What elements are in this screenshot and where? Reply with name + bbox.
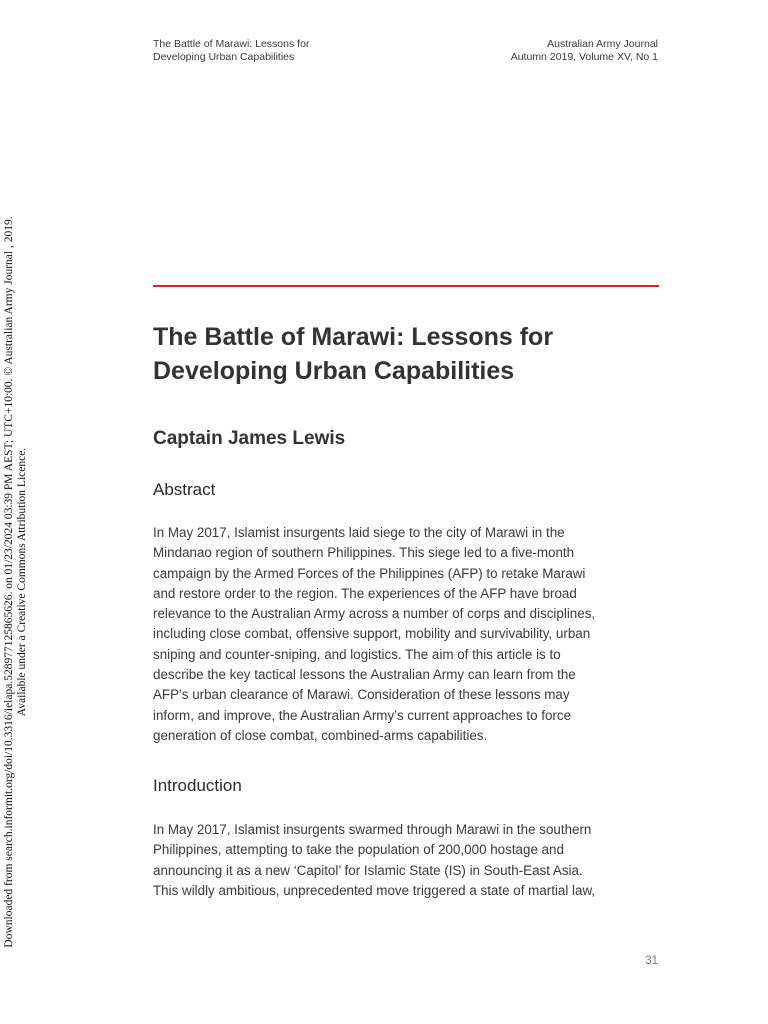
abstract-line: describe the key tactical lessons the Australian Army can learn from the: [153, 667, 576, 683]
licence-stamp-line: Available under a Creative Commons Attribution Licence.: [16, 447, 28, 717]
introduction-line: announcing it as a new ‘Capitol’ for Islamic State (IS) in South-East Asia.: [153, 862, 583, 878]
abstract-line: Mindanao region of southern Philippines. This siege led to a five-month: [153, 545, 575, 561]
page-number: 31: [645, 955, 658, 967]
journal-name: Australian Army Journal: [547, 38, 658, 50]
introduction-line: Philippines, attempting to take the population of 200,000 hostage and: [153, 842, 564, 858]
introduction-body: [153, 820, 659, 901]
abstract-body: [153, 523, 659, 746]
article-title: [153, 320, 659, 388]
abstract-line: and restore order to the region. The experiences of the AFP have broad: [153, 585, 577, 601]
download-stamp-line: Downloaded from search.informit.org/doi/10.3316/ielapa.528977125865626. on 01/23/2024 03:39 PM AEST; UTC+10:00. © Australian Army Journal , 2019.: [3, 216, 15, 948]
running-header-left-line: The Battle of Marawi: Lessons for: [153, 38, 310, 50]
abstract-line: In May 2017, Islamist insurgents laid siege to the city of Marawi in the: [153, 525, 565, 540]
abstract-heading: Abstract: [153, 480, 216, 499]
title-rule-divider: [153, 285, 659, 287]
introduction-line: This wildly ambitious, unprecedented move triggered a state of martial law,: [153, 882, 596, 898]
introduction-line: In May 2017, Islamist insurgents swarmed through Marawi in the southern: [153, 822, 592, 837]
journal-issue: Autumn 2019, Volume XV, No 1: [510, 51, 658, 63]
introduction-heading: Introduction: [153, 776, 242, 795]
article-title-line: Developing Urban Capabilities: [153, 357, 515, 385]
download-stamp: [0, 0, 32, 1024]
running-header-left-line: Developing Urban Capabilities: [153, 51, 295, 63]
running-header-right: [511, 38, 658, 64]
abstract-line: inform, and improve, the Australian Army’s current approaches to force: [153, 707, 572, 723]
abstract-line: relevance to the Australian Army across a number of corps and disciplines,: [153, 606, 596, 622]
article-author: Captain James Lewis: [153, 428, 346, 449]
abstract-line: sniping and counter-sniping, and logistics. The aim of this article is to: [153, 646, 561, 662]
running-header-left: [153, 38, 309, 64]
article-title-line: The Battle of Marawi: Lessons for: [153, 323, 554, 351]
download-stamp-text: [3, 202, 29, 962]
abstract-line: generation of close combat, combined-arms capabilities.: [153, 727, 488, 743]
abstract-line: campaign by the Armed Forces of the Philippines (AFP) to retake Marawi: [153, 565, 586, 581]
abstract-line: including close combat, offensive support, mobility and survivability, urban: [153, 626, 591, 642]
abstract-line: AFP’s urban clearance of Marawi. Consideration of these lessons may: [153, 687, 570, 703]
